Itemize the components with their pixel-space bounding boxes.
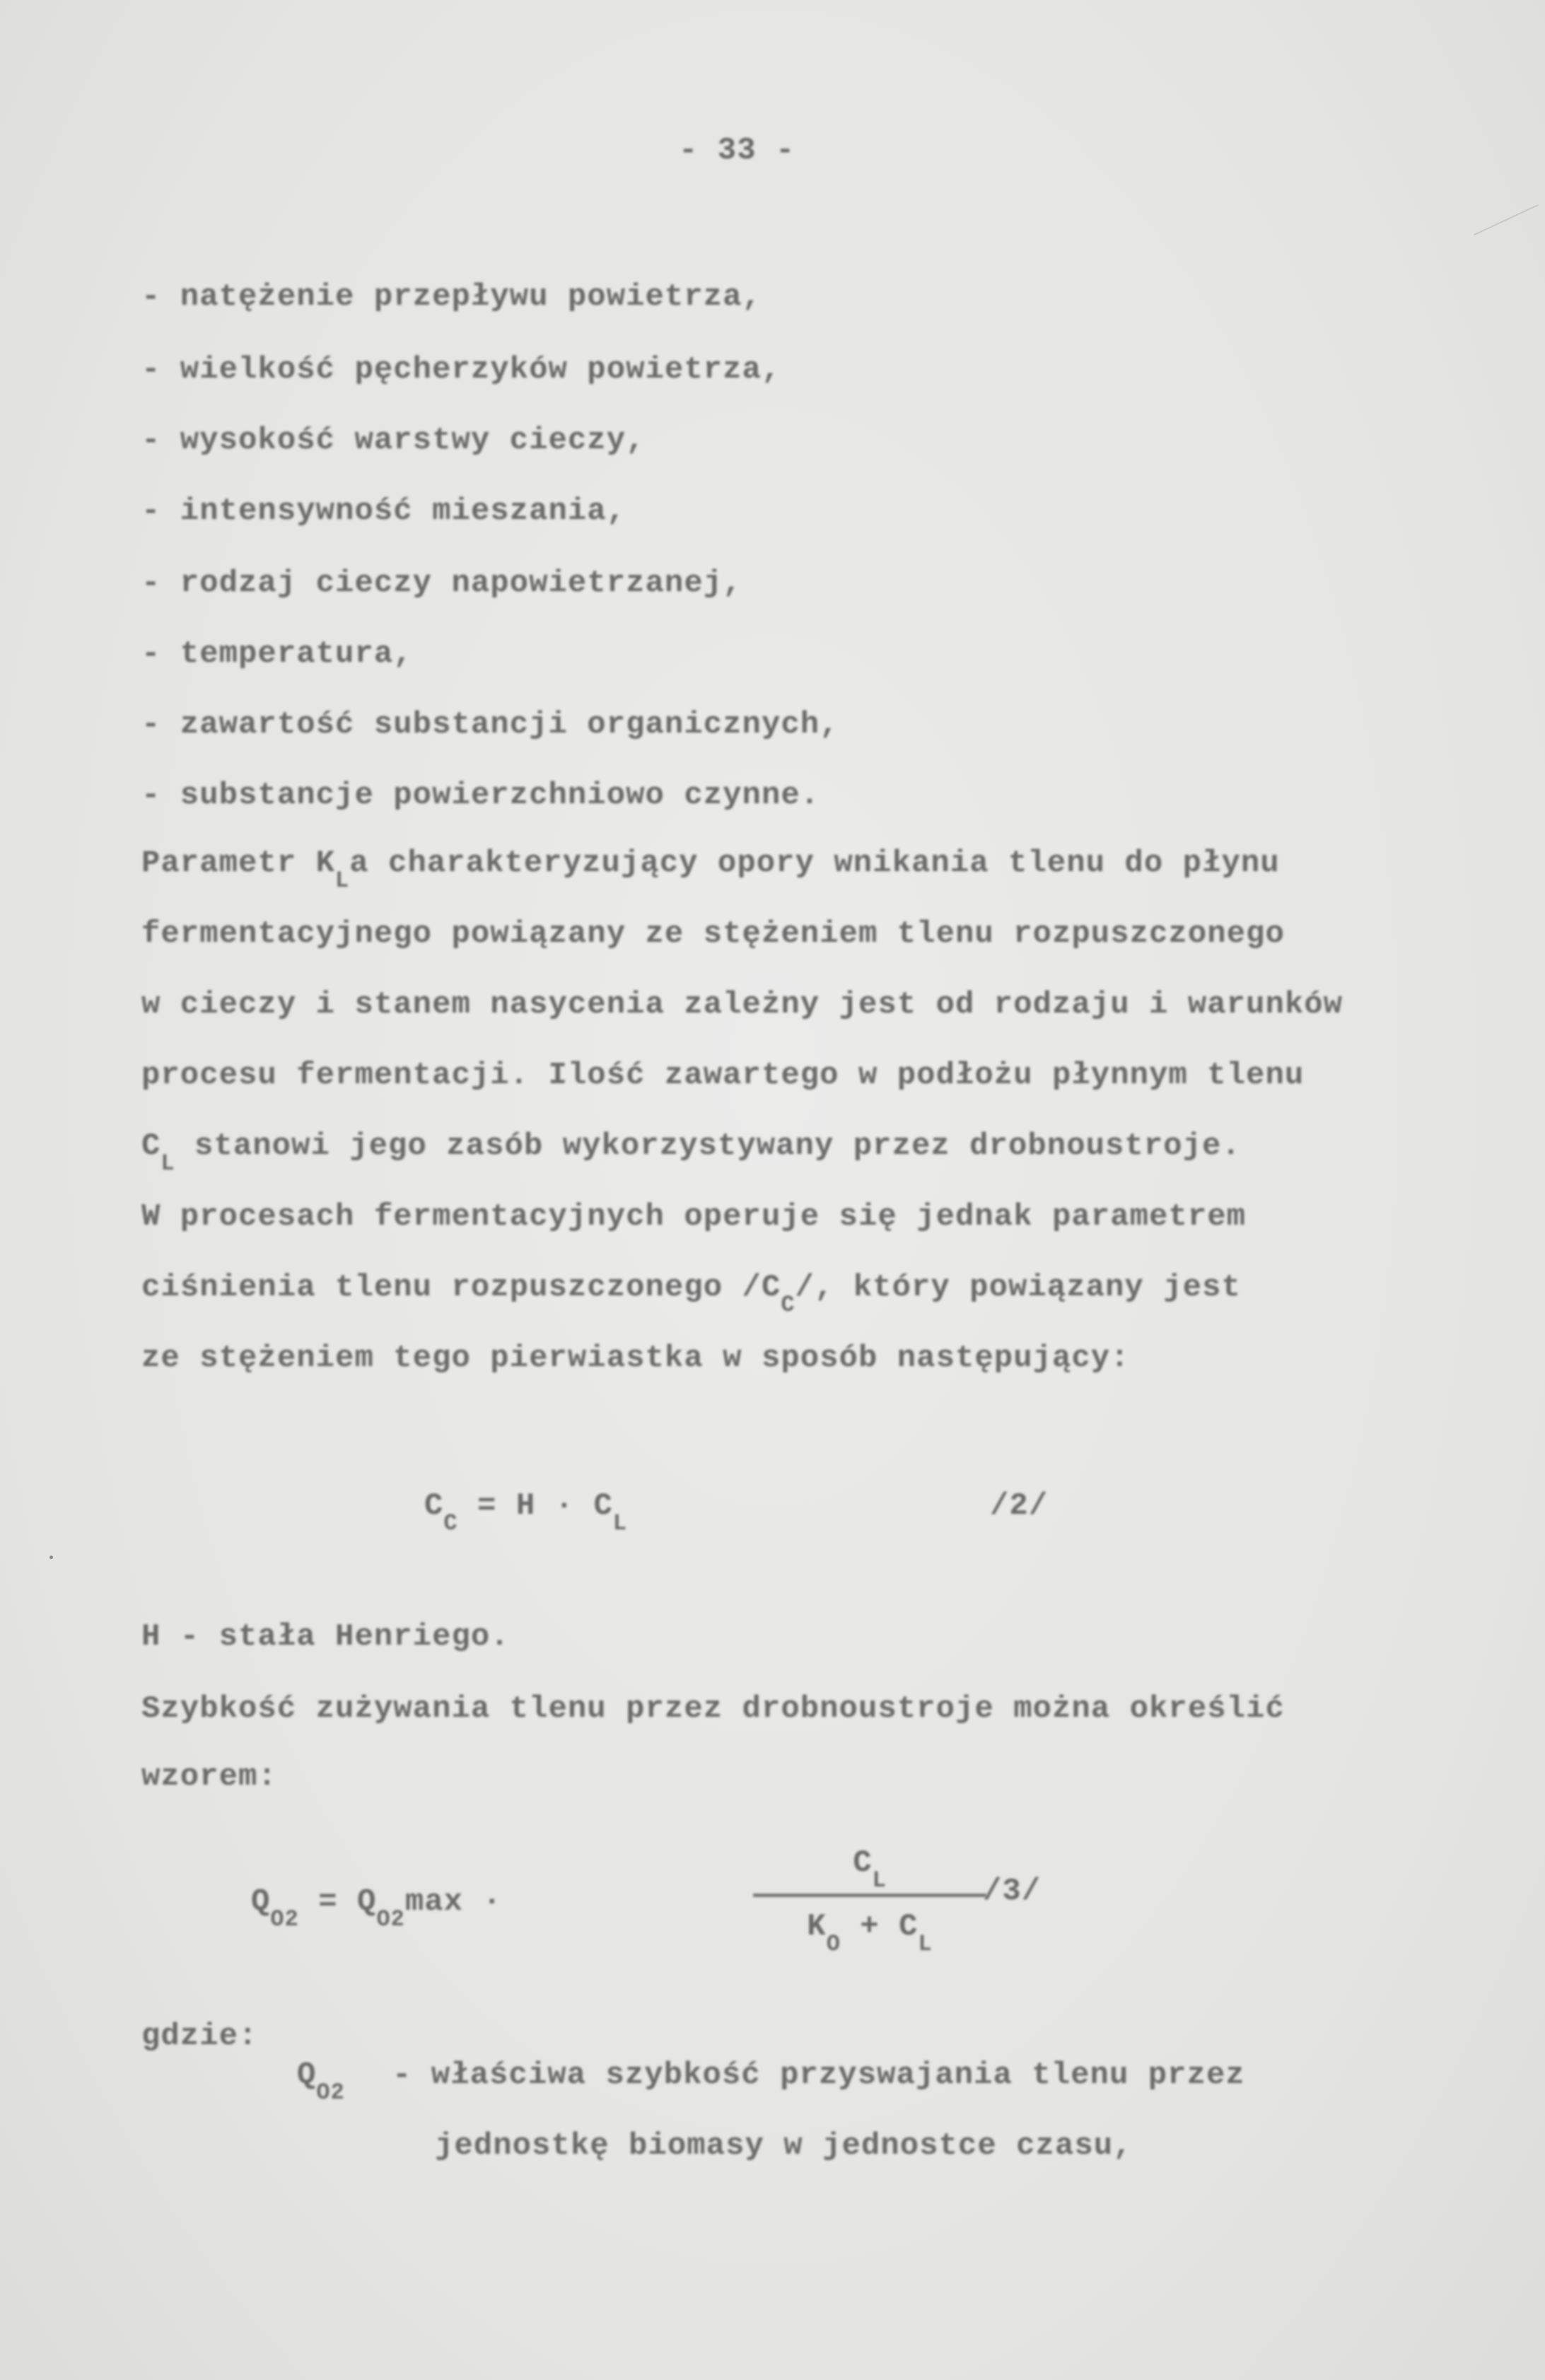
eq-symbol: = H · C	[457, 1488, 613, 1524]
subscript: O	[826, 1931, 841, 1957]
eq-symbol: K	[807, 1909, 827, 1944]
paper-crease	[1474, 204, 1538, 235]
eq-symbol: + C	[840, 1909, 919, 1944]
eq-symbol: C	[853, 1845, 873, 1881]
subscript: L	[335, 868, 350, 894]
paragraph-line: w cieczy i stanem nasycenia zależny jest od rodzaju i warunków	[141, 987, 1343, 1022]
text-run: Parametr K	[141, 846, 336, 881]
eq-symbol: = Q	[298, 1884, 377, 1920]
eq-symbol: Q	[251, 1884, 271, 1920]
subscript: L	[612, 1510, 628, 1536]
subscript: O2	[270, 1906, 299, 1932]
bullet-item: - substancje powierzchniowo czynne.	[141, 778, 820, 813]
paragraph-line	[141, 1128, 1241, 1177]
definition-line: - właściwa szybkość przyswajania tlenu przez	[392, 2058, 1245, 2093]
text-run: stanowi jego zasób wykorzystywany przez drobnoustroje.	[175, 1128, 1241, 1164]
bullet-item: - rodzaj cieczy napowietrzanej,	[141, 566, 742, 601]
subscript: O2	[376, 1906, 405, 1932]
bullet-item: - wielkość pęcherzyków powietrza,	[141, 352, 781, 387]
paragraph-line	[141, 1270, 1241, 1318]
text-run: /, który powiązany jest	[795, 1270, 1241, 1305]
paragraph-line: wzorem:	[141, 1759, 277, 1795]
eq-symbol: max ·	[404, 1884, 502, 1920]
bullet-item: - wysokość warstwy cieczy,	[141, 423, 646, 458]
subscript: L	[872, 1867, 887, 1894]
paragraph-line: ze stężeniem tego pierwiastka w sposób następujący:	[141, 1341, 1130, 1376]
bullet-item: - zawartość substancji organicznych,	[141, 707, 839, 742]
fraction-bar	[753, 1894, 986, 1897]
where-symbol	[297, 2058, 345, 2106]
equation-2	[424, 1488, 628, 1536]
text-run: a charakteryzujący opory wnikania tlenu do płynu	[349, 846, 1280, 881]
equation-3-lhs	[251, 1884, 502, 1932]
fraction-denominator	[807, 1909, 933, 1957]
subscript: L	[161, 1150, 175, 1177]
subscript: C	[443, 1510, 458, 1536]
paragraph-line	[141, 846, 1280, 894]
paragraph-line: procesu fermentacji. Ilość zawartego w podłożu płynnym tlenu	[141, 1058, 1305, 1093]
paragraph-line: W procesach fermentacyjnych operuje się jednak parametrem	[141, 1199, 1247, 1235]
page-number: - 33 -	[679, 133, 795, 168]
subscript: C	[781, 1292, 795, 1318]
equation-number: /3/	[983, 1874, 1042, 1909]
bullet-item: - natężenie przepływu powietrza,	[141, 279, 762, 315]
where-label: gdzie:	[141, 2019, 258, 2054]
paragraph-line: Szybkość zużywania tlenu przez drobnoustroje można określić	[141, 1691, 1285, 1727]
paper-speck	[49, 1556, 53, 1559]
definition-line: jednostkę biomasy w jednostce czasu,	[435, 2128, 1133, 2164]
equation-number: /2/	[990, 1488, 1049, 1524]
henry-definition: H - stała Henriego.	[141, 1619, 510, 1655]
bullet-item: - intensywność mieszania,	[141, 494, 626, 529]
paragraph-line: fermentacyjnego powiązany ze stężeniem tlenu rozpuszczonego	[141, 916, 1285, 952]
eq-symbol: Q	[297, 2058, 317, 2093]
text-run: ciśnienia tlenu rozpuszczonego /C	[141, 1270, 781, 1305]
subscript: O2	[316, 2079, 345, 2106]
bullet-item: - temperatura,	[141, 636, 413, 672]
subscript: L	[918, 1931, 933, 1957]
fraction-numerator	[853, 1845, 887, 1894]
text-run: C	[141, 1128, 161, 1164]
eq-symbol: C	[424, 1488, 444, 1524]
